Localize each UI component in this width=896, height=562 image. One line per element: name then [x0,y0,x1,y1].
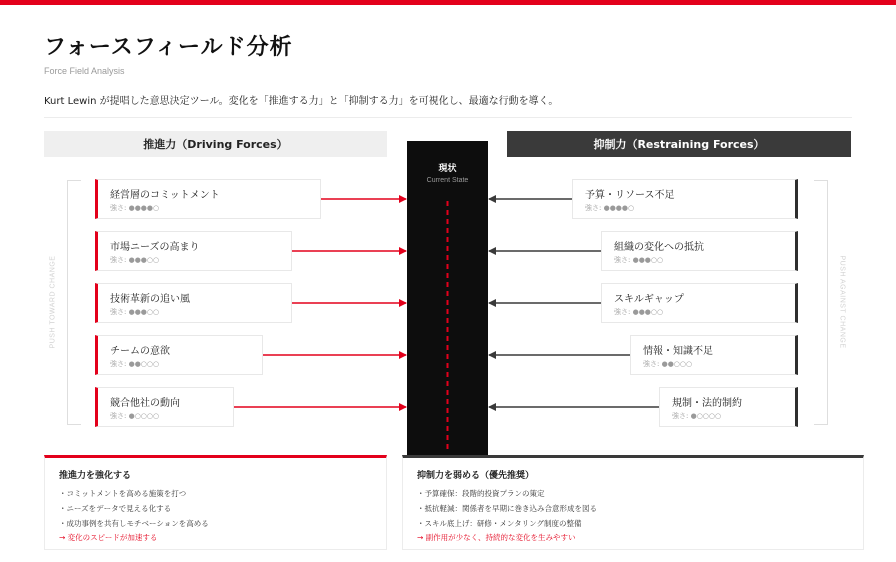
weaken-restraining-title: 抑制力を弱める（優先推奨） [417,471,535,481]
list-item: ・成功事例を共有しモチベーションを高める [59,519,209,528]
weaken-restraining-note: → 副作用が少なく、持続的な変化を生みやすい [417,533,576,542]
restraining-force-card [630,335,798,375]
page-description: Kurt Lewin が提唱した意思決定ツール。変化を「推進する力」と「抑制する力」を可視化し、最適な行動を導く。 [44,96,559,107]
force-name: 競合他社の動向 [110,398,180,409]
force-strength: 強さ: ●○○○○ [672,412,722,420]
driving-side-label: PUSH TOWARD CHANGE [49,255,57,349]
restraining-forces-header: 抑制力（Restraining Forces） [507,131,851,157]
force-strength: 強さ: ●●○○○ [110,360,160,368]
force-strength: 強さ: ●●●○○ [614,308,664,316]
page-subtitle: Force Field Analysis [44,66,125,76]
weaken-restraining-panel [402,455,864,550]
list-item: ・予算確保：段階的投資プランの策定 [417,489,545,498]
force-name: 情報・知識不足 [643,346,713,357]
current-state-column [407,141,488,455]
driving-force-card [95,231,292,271]
list-item: ・スキル底上げ：研修・メンタリング制度の整備 [417,519,582,528]
strengthen-driving-title: 推進力を強化する [59,471,132,481]
restraining-force-card [601,283,798,323]
list-item: ・抵抗軽減：関係者を早期に巻き込み合意形成を図る [417,504,597,513]
restraining-side-label: PUSH AGAINST CHANGE [838,255,846,349]
driving-force-card [95,179,321,219]
driving-forces-header: 推進力（Driving Forces） [44,131,387,157]
force-strength: 強さ: ●●●○○ [110,308,160,316]
restraining-force-card [572,179,798,219]
force-strength: 強さ: ●●●○○ [110,256,160,264]
force-name: 経営層のコミットメント [110,190,220,201]
force-name: 予算・リソース不足 [585,190,675,201]
current-state-title: 現状 [438,164,457,174]
force-name: スキルギャップ [614,294,684,305]
list-item: ・コミットメントを高める施策を打つ [59,489,187,498]
restraining-force-card [601,231,798,271]
strengthen-driving-note: → 変化のスピードが加速する [59,533,158,542]
force-name: 技術革新の追い風 [110,294,190,305]
force-name: チームの意欲 [110,346,170,357]
force-name: 規制・法的制約 [672,398,742,409]
force-name: 市場ニーズの高まり [110,242,200,253]
driving-force-card [95,387,234,427]
force-strength: 強さ: ●○○○○ [110,412,160,420]
weaken-restraining-list [417,486,597,531]
force-name: 組織の変化への抵抗 [614,242,704,253]
force-strength: 強さ: ●●○○○ [643,360,693,368]
strengthen-driving-list [59,486,209,531]
strengthen-driving-panel [44,455,387,550]
equilibrium-line [407,141,488,455]
force-strength: 強さ: ●●●●○ [110,204,160,212]
restraining-force-card [659,387,798,427]
driving-force-card [95,335,263,375]
driving-force-card [95,283,292,323]
page-title: フォースフィールド分析 [44,35,293,60]
current-state-subtitle: Current State [426,177,469,184]
force-strength: 強さ: ●●●○○ [614,256,664,264]
force-strength: 強さ: ●●●●○ [585,204,635,212]
list-item: ・ニーズをデータで見える化する [59,504,172,513]
